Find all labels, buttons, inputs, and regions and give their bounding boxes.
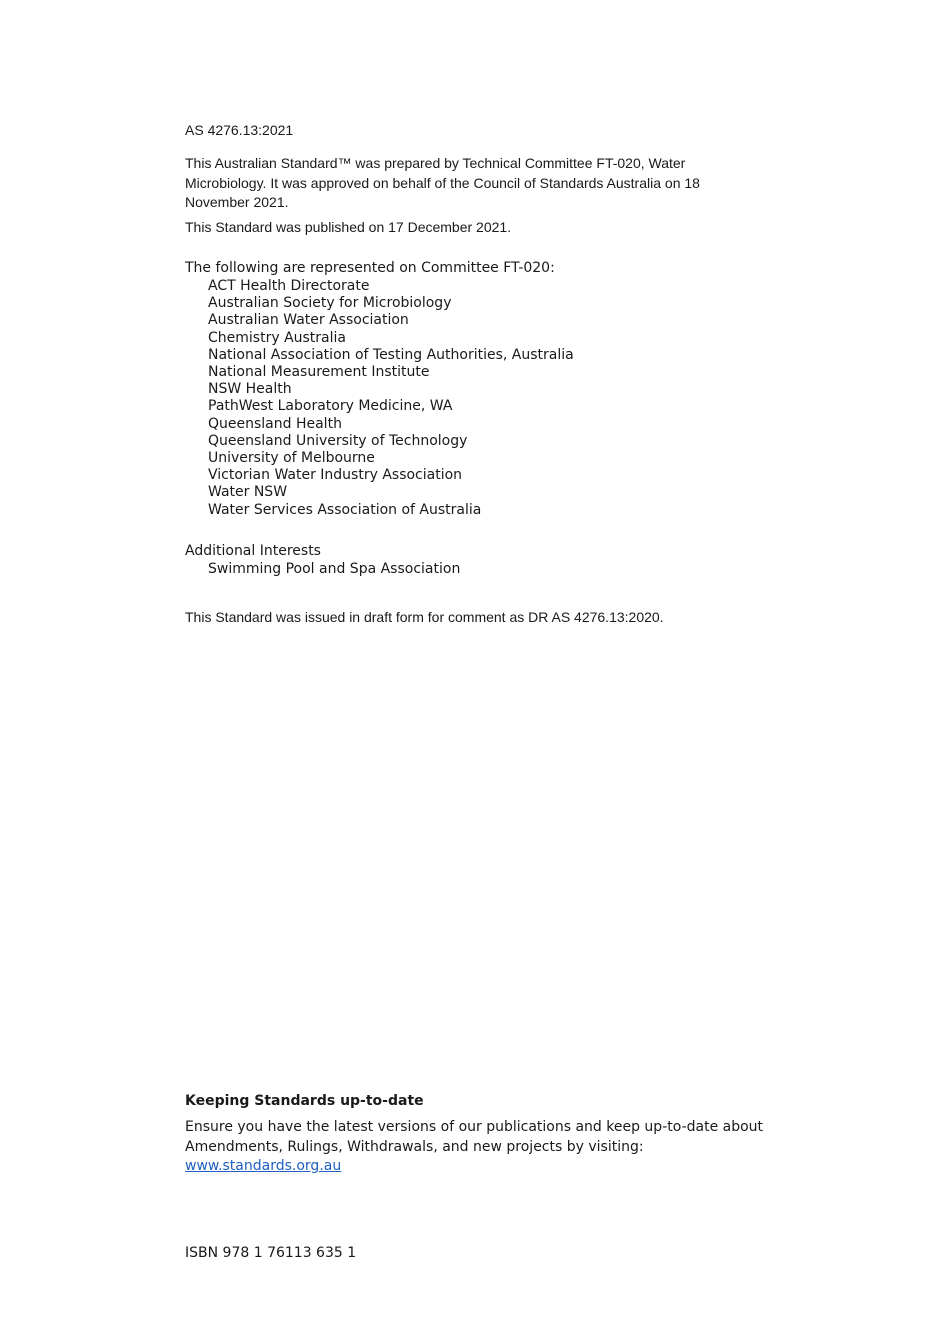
keeping-up-to-date-section xyxy=(185,1118,765,1177)
additional-interests-list xyxy=(208,561,768,578)
committee-member: University of Melbourne xyxy=(208,450,375,467)
draft-note: This Standard was issued in draft form for comment as DR AS 4276.13:2020. xyxy=(185,609,664,625)
committee-member-list xyxy=(208,278,768,519)
committee-member: Australian Society for Microbiology xyxy=(208,295,452,312)
committee-member: Queensland Health xyxy=(208,415,342,432)
keeping-up-to-date-title: Keeping Standards up-to-date xyxy=(185,1093,424,1109)
committee-member: Victorian Water Industry Association xyxy=(208,467,463,484)
isbn-number: ISBN 978 1 76113 635 1 xyxy=(185,1245,357,1261)
committee-member: Water NSW xyxy=(208,484,288,501)
committee-member: Queensland University of Technology xyxy=(208,432,468,449)
committee-member: PathWest Laboratory Medicine, WA xyxy=(208,398,453,415)
standard-id: AS 4276.13:2021 xyxy=(185,122,294,138)
committee-member: ACT Health Directorate xyxy=(208,278,370,294)
committee-member: National Measurement Institute xyxy=(208,364,430,381)
additional-interest-member: Swimming Pool and Spa Association xyxy=(208,561,461,577)
keeping-up-to-date-body: Ensure you have the latest versions of our publications and keep up-to-date about Amendments, Rulings, Withdrawals, and new projects by visiting: xyxy=(185,1119,764,1155)
additional-interests-heading: Additional Interests xyxy=(185,543,321,559)
committee-member: NSW Health xyxy=(208,381,292,398)
preparation-paragraph: This Australian Standard™ was prepared by Technical Committee FT-020, Water Microbiology. It was approved on behalf of the Council of Standards Australia on 18 November 2021. xyxy=(185,155,700,210)
committee-member: Chemistry Australia xyxy=(208,329,346,346)
committee-member: Australian Water Association xyxy=(208,312,409,329)
standards-website-link[interactable]: www.standards.org.au xyxy=(185,1158,342,1174)
published-date-text: This Standard was published on 17 December 2021. xyxy=(185,219,512,235)
committee-member: National Association of Testing Authorities, Australia xyxy=(208,346,574,363)
committee-member: Water Services Association of Australia xyxy=(208,501,482,518)
committee-heading: The following are represented on Committee FT-020: xyxy=(185,260,555,276)
